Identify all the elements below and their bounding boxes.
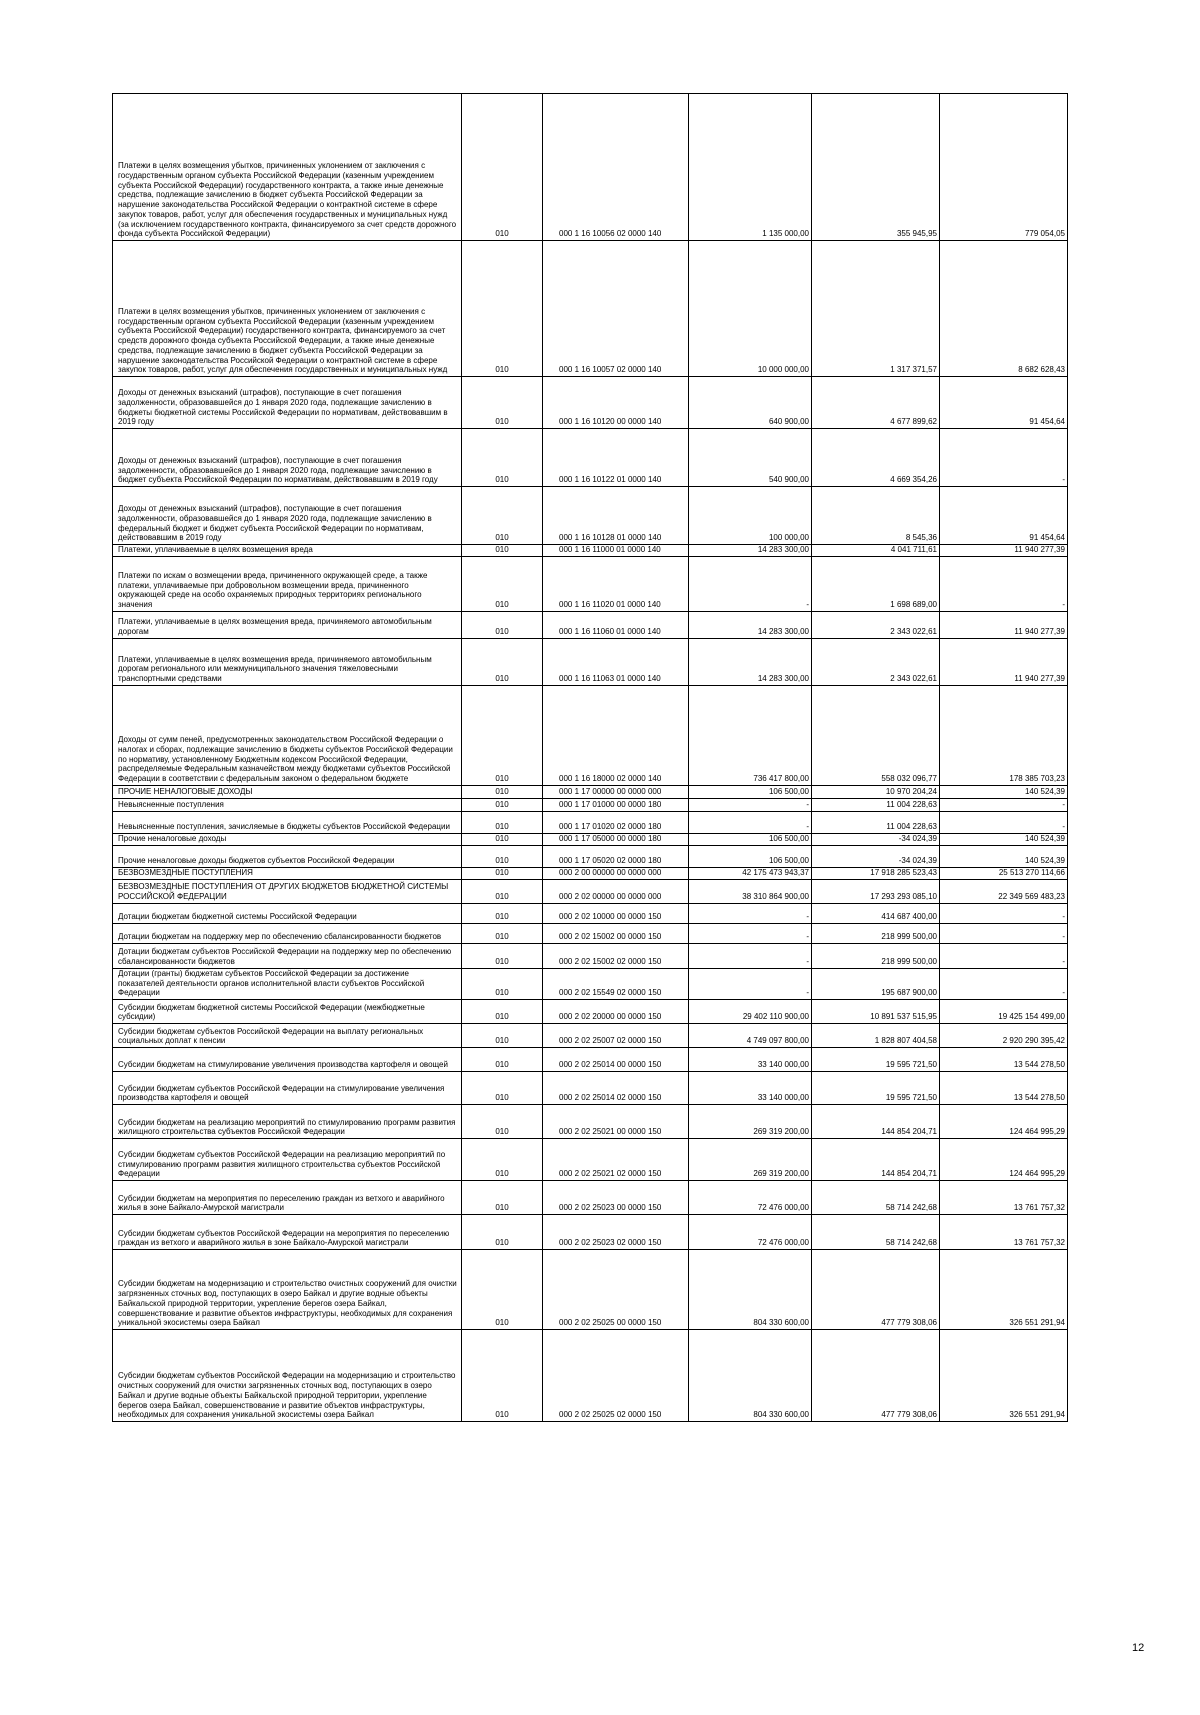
- table-row: [113, 556, 1068, 611]
- row-name-cell: [113, 833, 462, 845]
- row-remaining-amount: 25 513 270 114,66: [940, 867, 1068, 879]
- row-name: Платежи, уплачиваемые в целях возмещения вреда: [118, 545, 313, 554]
- row-executed-amount: 4 677 899,62: [812, 377, 940, 429]
- row-name: Субсидии бюджетам на стимулирование увеличения производства картофеля и овощей: [118, 1060, 448, 1070]
- row-name-cell: [113, 1139, 462, 1181]
- row-approved-amount: 14 283 300,00: [689, 545, 812, 557]
- row-approved-amount: 269 319 200,00: [689, 1105, 812, 1139]
- row-name: Дотации бюджетам субъектов Российской Федерации на поддержку мер по обеспечению сбалансированности бюджетов: [118, 947, 452, 966]
- row-approved-amount: 33 140 000,00: [689, 1048, 812, 1072]
- row-line-code: 010: [462, 867, 543, 879]
- row-line-code: 010: [462, 879, 543, 903]
- table-row: [113, 241, 1068, 377]
- table-row: [113, 685, 1068, 785]
- row-line-code: 010: [462, 903, 543, 923]
- row-remaining-amount: 13 544 278,50: [940, 1048, 1068, 1072]
- row-name: Платежи в целях возмещения убытков, причиненных уклонением от заключения с государственным органом субъекта Российской Федерации (казенным учреждением субъекта Российской Федерации) государственного контракта, а также иные денежные средства, подлежащие зачислению в бюджет субъекта Российской Федерации за нарушение законодательства Российской Федерации о контрактной системе в сфере закупок товаров, работ, услуг для обеспечения государственных и муниципальных нужд (за исключением государственного контракта, финансируемого за счет средств дорожного фонда субъекта Российской Федерации): [118, 161, 457, 239]
- table-row: [113, 487, 1068, 545]
- row-budget-code: 000 2 02 00000 00 0000 000: [543, 879, 689, 903]
- row-name-cell: [113, 487, 462, 545]
- row-name-cell: [113, 845, 462, 867]
- row-name-cell: [113, 1000, 462, 1024]
- row-approved-amount: 1 135 000,00: [689, 94, 812, 241]
- row-executed-amount: 19 595 721,50: [812, 1048, 940, 1072]
- row-approved-amount: 106 500,00: [689, 785, 812, 798]
- row-line-code: 010: [462, 785, 543, 798]
- row-line-code: 010: [462, 845, 543, 867]
- row-remaining-amount: -: [940, 811, 1068, 833]
- row-approved-amount: 42 175 473 943,37: [689, 867, 812, 879]
- row-executed-amount: 558 032 096,77: [812, 685, 940, 785]
- row-line-code: 010: [462, 487, 543, 545]
- row-budget-code: 000 1 16 11020 01 0000 140: [543, 556, 689, 611]
- row-executed-amount: 58 714 242,68: [812, 1215, 940, 1250]
- row-budget-code: 000 1 16 10056 02 0000 140: [543, 94, 689, 241]
- table-row: [113, 1215, 1068, 1250]
- row-name-cell: [113, 1048, 462, 1072]
- row-name: Доходы от сумм пеней, предусмотренных законодательством Российской Федерации о налогах и сборах, подлежащие зачислению в бюджеты субъектов Российской Федерации по нормативу, установленному Бюджетным кодексом Российской Федерации, распределяемые Федеральным казначейством между бюджетами субъектов Российской Федерации в соответствии с федеральным законом о федеральном бюджете: [118, 735, 453, 783]
- row-remaining-amount: 91 454,64: [940, 377, 1068, 429]
- table-row: [113, 879, 1068, 903]
- row-executed-amount: 58 714 242,68: [812, 1181, 940, 1215]
- row-approved-amount: 106 500,00: [689, 845, 812, 867]
- row-line-code: 010: [462, 1181, 543, 1215]
- row-executed-amount: 17 293 293 085,10: [812, 879, 940, 903]
- table-row: [113, 1181, 1068, 1215]
- row-name-cell: [113, 1250, 462, 1330]
- row-line-code: 010: [462, 556, 543, 611]
- row-name: Доходы от денежных взысканий (штрафов), поступающие в счет погашения задолженности, образовавшейся до 1 января 2020 года, подлежащие зачислению в бюджеты бюджетной системы Российской Федерации по нормативам, действовавшим в 2019 году: [118, 388, 448, 427]
- row-budget-code: 000 2 02 25025 02 0000 150: [543, 1330, 689, 1422]
- row-approved-amount: -: [689, 556, 812, 611]
- row-name: Прочие неналоговые доходы: [118, 834, 227, 843]
- row-budget-code: 000 2 02 10000 00 0000 150: [543, 903, 689, 923]
- table-row: [113, 811, 1068, 833]
- row-name: Платежи, уплачиваемые в целях возмещения вреда, причиняемого автомобильным дорогам регионального или межмуниципального значения тяжеловесными транспортными средствами: [118, 654, 432, 683]
- row-remaining-amount: -: [940, 903, 1068, 923]
- row-line-code: 010: [462, 943, 543, 968]
- row-executed-amount: 355 945,95: [812, 94, 940, 241]
- row-name: Невыясненные поступления, зачисляемые в бюджеты субъектов Российской Федерации: [118, 822, 450, 831]
- row-name-cell: [113, 685, 462, 785]
- row-line-code: 010: [462, 611, 543, 638]
- row-budget-code: 000 2 02 15002 02 0000 150: [543, 943, 689, 968]
- row-budget-code: 000 1 16 10120 00 0000 140: [543, 377, 689, 429]
- table-row: [113, 1105, 1068, 1139]
- row-remaining-amount: 13 761 757,32: [940, 1215, 1068, 1250]
- row-budget-code: 000 2 02 25014 00 0000 150: [543, 1048, 689, 1072]
- row-budget-code: 000 1 17 05020 02 0000 180: [543, 845, 689, 867]
- row-name: Прочие неналоговые доходы бюджетов субъектов Российской Федерации: [118, 856, 395, 865]
- row-name-cell: [113, 903, 462, 923]
- row-remaining-amount: 140 524,39: [940, 833, 1068, 845]
- row-budget-code: 000 2 02 25025 00 0000 150: [543, 1250, 689, 1330]
- row-remaining-amount: -: [940, 798, 1068, 811]
- row-executed-amount: 4 669 354,26: [812, 429, 940, 487]
- row-name-cell: [113, 556, 462, 611]
- row-budget-code: 000 2 02 25023 02 0000 150: [543, 1215, 689, 1250]
- table-row: [113, 785, 1068, 798]
- row-line-code: 010: [462, 545, 543, 557]
- row-name-cell: [113, 1105, 462, 1139]
- row-line-code: 010: [462, 429, 543, 487]
- row-executed-amount: 17 918 285 523,43: [812, 867, 940, 879]
- row-line-code: 010: [462, 1024, 543, 1048]
- row-budget-code: 000 1 17 00000 00 0000 000: [543, 785, 689, 798]
- row-approved-amount: -: [689, 811, 812, 833]
- row-budget-code: 000 2 02 25007 02 0000 150: [543, 1024, 689, 1048]
- row-approved-amount: 14 283 300,00: [689, 638, 812, 685]
- row-approved-amount: -: [689, 968, 812, 999]
- table-row: [113, 798, 1068, 811]
- row-name: Субсидии бюджетам субъектов Российской Федерации на стимулирование увеличения производства картофеля и овощей: [118, 1083, 445, 1103]
- row-budget-code: 000 2 02 25021 00 0000 150: [543, 1105, 689, 1139]
- row-name-cell: [113, 638, 462, 685]
- row-name-cell: [113, 811, 462, 833]
- row-remaining-amount: 178 385 703,23: [940, 685, 1068, 785]
- row-budget-code: 000 2 02 25023 00 0000 150: [543, 1181, 689, 1215]
- row-name: БЕЗВОЗМЕЗДНЫЕ ПОСТУПЛЕНИЯ ОТ ДРУГИХ БЮДЖЕТОВ БЮДЖЕТНОЙ СИСТЕМЫ РОССИЙСКОЙ ФЕДЕРАЦИИ: [118, 882, 449, 901]
- row-executed-amount: 2 343 022,61: [812, 638, 940, 685]
- row-executed-amount: 1 828 807 404,58: [812, 1024, 940, 1048]
- table-row: [113, 903, 1068, 923]
- row-budget-code: 000 2 02 25021 02 0000 150: [543, 1139, 689, 1181]
- table-row: [113, 1139, 1068, 1181]
- row-line-code: 010: [462, 1000, 543, 1024]
- row-approved-amount: 106 500,00: [689, 833, 812, 845]
- row-name-cell: [113, 1330, 462, 1422]
- row-name: БЕЗВОЗМЕЗДНЫЕ ПОСТУПЛЕНИЯ: [118, 868, 253, 877]
- row-line-code: 010: [462, 1105, 543, 1139]
- row-approved-amount: 736 417 800,00: [689, 685, 812, 785]
- row-executed-amount: 218 999 500,00: [812, 943, 940, 968]
- row-executed-amount: 1 698 689,00: [812, 556, 940, 611]
- row-line-code: 010: [462, 1139, 543, 1181]
- row-name: Платежи, уплачиваемые в целях возмещения вреда, причиняемого автомобильным дорогам: [118, 617, 432, 636]
- row-line-code: 010: [462, 968, 543, 999]
- row-budget-code: 000 1 17 05000 00 0000 180: [543, 833, 689, 845]
- table-row: [113, 638, 1068, 685]
- row-executed-amount: -34 024,39: [812, 833, 940, 845]
- row-remaining-amount: 2 920 290 395,42: [940, 1024, 1068, 1048]
- table-row: [113, 845, 1068, 867]
- row-line-code: 010: [462, 1072, 543, 1105]
- table-row: [113, 545, 1068, 557]
- row-executed-amount: 414 687 400,00: [812, 903, 940, 923]
- row-remaining-amount: -: [940, 556, 1068, 611]
- row-executed-amount: 1 317 371,57: [812, 241, 940, 377]
- row-approved-amount: 38 310 864 900,00: [689, 879, 812, 903]
- row-executed-amount: 144 854 204,71: [812, 1139, 940, 1181]
- row-name: ПРОЧИЕ НЕНАЛОГОВЫЕ ДОХОДЫ: [118, 787, 253, 796]
- row-approved-amount: 100 000,00: [689, 487, 812, 545]
- row-remaining-amount: 11 940 277,39: [940, 545, 1068, 557]
- row-approved-amount: -: [689, 923, 812, 943]
- row-executed-amount: 19 595 721,50: [812, 1072, 940, 1105]
- page-number: 12: [1132, 1642, 1145, 1654]
- row-name-cell: [113, 611, 462, 638]
- row-approved-amount: 4 749 097 800,00: [689, 1024, 812, 1048]
- row-name-cell: [113, 429, 462, 487]
- row-name: Платежи по искам о возмещении вреда, причиненного окружающей среде, а также платежи, уплачиваемые при добровольном возмещении вреда, причиненного окружающей среде на особо охраняемых природных территориях регионального значения: [118, 570, 428, 609]
- row-executed-amount: 10 891 537 515,95: [812, 1000, 940, 1024]
- budget-execution-table: [112, 93, 1068, 1422]
- table-row: [113, 1072, 1068, 1105]
- row-line-code: 010: [462, 923, 543, 943]
- row-budget-code: 000 1 17 01000 00 0000 180: [543, 798, 689, 811]
- row-name-cell: [113, 867, 462, 879]
- row-remaining-amount: 140 524,39: [940, 785, 1068, 798]
- row-name: Субсидии бюджетам субъектов Российской Федерации на выплату региональных социальных доплат к пенсии: [118, 1026, 424, 1046]
- row-name-cell: [113, 241, 462, 377]
- table-row: [113, 429, 1068, 487]
- row-budget-code: 000 1 16 11063 01 0000 140: [543, 638, 689, 685]
- row-line-code: 010: [462, 1048, 543, 1072]
- table-row: [113, 1048, 1068, 1072]
- row-approved-amount: 804 330 600,00: [689, 1250, 812, 1330]
- row-approved-amount: 540 900,00: [689, 429, 812, 487]
- row-executed-amount: 477 779 308,06: [812, 1250, 940, 1330]
- row-approved-amount: -: [689, 798, 812, 811]
- row-approved-amount: 29 402 110 900,00: [689, 1000, 812, 1024]
- row-line-code: 010: [462, 685, 543, 785]
- row-executed-amount: 11 004 228,63: [812, 811, 940, 833]
- row-line-code: 010: [462, 94, 543, 241]
- row-name-cell: [113, 1181, 462, 1215]
- row-remaining-amount: 326 551 291,94: [940, 1250, 1068, 1330]
- table-row: [113, 943, 1068, 968]
- row-budget-code: 000 1 17 01020 02 0000 180: [543, 811, 689, 833]
- row-executed-amount: 11 004 228,63: [812, 798, 940, 811]
- row-executed-amount: 195 687 900,00: [812, 968, 940, 999]
- row-remaining-amount: 22 349 569 483,23: [940, 879, 1068, 903]
- table-row: [113, 968, 1068, 999]
- row-name: Субсидии бюджетам субъектов Российской Федерации на мероприятия по переселению граждан из ветхого и аварийного жилья в зоне Байкало-Амурской магистрали: [118, 1228, 450, 1248]
- row-name: Субсидии бюджетам на мероприятия по переселению граждан из ветхого и аварийного жилья в зоне Байкало-Амурской магистрали: [118, 1193, 445, 1213]
- row-name-cell: [113, 785, 462, 798]
- row-executed-amount: 218 999 500,00: [812, 923, 940, 943]
- row-budget-code: 000 2 02 15549 02 0000 150: [543, 968, 689, 999]
- row-name: Субсидии бюджетам бюджетной системы Российской Федерации (межбюджетные субсидии): [118, 1002, 425, 1022]
- row-remaining-amount: -: [940, 968, 1068, 999]
- row-name: Доходы от денежных взысканий (штрафов), поступающие в счет погашения задолженности, образовавшейся до 1 января 2020 года, подлежащие зачислению в федеральный бюджет и бюджет субъекта Российской Федерации по нормативам, действовавшим в 2019 году: [118, 504, 432, 543]
- row-remaining-amount: 140 524,39: [940, 845, 1068, 867]
- row-executed-amount: 2 343 022,61: [812, 611, 940, 638]
- row-approved-amount: 72 476 000,00: [689, 1181, 812, 1215]
- row-budget-code: 000 1 16 11060 01 0000 140: [543, 611, 689, 638]
- row-name-cell: [113, 923, 462, 943]
- row-approved-amount: -: [689, 943, 812, 968]
- row-name: Субсидии бюджетам субъектов Российской Федерации на реализацию мероприятий по стимулированию программ развития жилищного строительства субъектов Российской Федерации: [118, 1149, 446, 1179]
- row-remaining-amount: 326 551 291,94: [940, 1330, 1068, 1422]
- row-approved-amount: 269 319 200,00: [689, 1139, 812, 1181]
- row-approved-amount: 33 140 000,00: [689, 1072, 812, 1105]
- row-executed-amount: 477 779 308,06: [812, 1330, 940, 1422]
- row-name-cell: [113, 1024, 462, 1048]
- row-remaining-amount: 11 940 277,39: [940, 638, 1068, 685]
- row-name: Субсидии бюджетам субъектов Российской Федерации на модернизацию и строительство очистных сооружений для очистки загрязненных сточных вод, поступающих в озеро Байкал и другие водные объекты Байкальской природной территории, укрепление берегов озера Байкал, совершенствование и развитие объектов инфраструктуры, необходимых для сохранения уникальной экосистемы озера Байкал: [118, 1371, 456, 1420]
- row-approved-amount: 804 330 600,00: [689, 1330, 812, 1422]
- row-budget-code: 000 2 02 25014 02 0000 150: [543, 1072, 689, 1105]
- row-remaining-amount: 13 761 757,32: [940, 1181, 1068, 1215]
- row-budget-code: 000 1 16 10122 01 0000 140: [543, 429, 689, 487]
- row-name-cell: [113, 943, 462, 968]
- row-executed-amount: 144 854 204,71: [812, 1105, 940, 1139]
- row-budget-code: 000 1 16 10057 02 0000 140: [543, 241, 689, 377]
- row-approved-amount: 72 476 000,00: [689, 1215, 812, 1250]
- row-name: Дотации бюджетам бюджетной системы Российской Федерации: [118, 912, 357, 921]
- row-name: Субсидии бюджетам на реализацию мероприятий по стимулированию программ развития жилищного строительства субъектов Российской Федерации: [118, 1117, 456, 1137]
- row-line-code: 010: [462, 1250, 543, 1330]
- row-budget-code: 000 1 16 18000 02 0000 140: [543, 685, 689, 785]
- row-remaining-amount: 19 425 154 499,00: [940, 1000, 1068, 1024]
- table-row: [113, 833, 1068, 845]
- row-remaining-amount: -: [940, 943, 1068, 968]
- row-budget-code: 000 2 00 00000 00 0000 000: [543, 867, 689, 879]
- row-remaining-amount: 13 544 278,50: [940, 1072, 1068, 1105]
- row-name-cell: [113, 377, 462, 429]
- row-remaining-amount: 8 682 628,43: [940, 241, 1068, 377]
- row-approved-amount: 640 900,00: [689, 377, 812, 429]
- row-executed-amount: 4 041 711,61: [812, 545, 940, 557]
- row-line-code: 010: [462, 1330, 543, 1422]
- row-line-code: 010: [462, 1215, 543, 1250]
- row-name-cell: [113, 798, 462, 811]
- table-row: [113, 1024, 1068, 1048]
- table-row: [113, 867, 1068, 879]
- table-row: [113, 1330, 1068, 1422]
- table-body: [113, 94, 1068, 1422]
- table-row: [113, 1000, 1068, 1024]
- row-remaining-amount: -: [940, 923, 1068, 943]
- row-name-cell: [113, 1215, 462, 1250]
- row-line-code: 010: [462, 377, 543, 429]
- table-row: [113, 611, 1068, 638]
- row-budget-code: 000 2 02 20000 00 0000 150: [543, 1000, 689, 1024]
- row-executed-amount: 8 545,36: [812, 487, 940, 545]
- row-remaining-amount: -: [940, 429, 1068, 487]
- row-name: Дотации (гранты) бюджетам субъектов Российской Федерации за достижение показателей деятельности органов исполнительной власти субъектов Российской Федерации: [118, 968, 425, 998]
- row-line-code: 010: [462, 811, 543, 833]
- row-name-cell: [113, 94, 462, 241]
- row-remaining-amount: 124 464 995,29: [940, 1139, 1068, 1181]
- row-remaining-amount: 11 940 277,39: [940, 611, 1068, 638]
- row-line-code: 010: [462, 833, 543, 845]
- table-row: [113, 94, 1068, 241]
- table-row: [113, 923, 1068, 943]
- row-remaining-amount: 779 054,05: [940, 94, 1068, 241]
- row-budget-code: 000 2 02 15002 00 0000 150: [543, 923, 689, 943]
- row-name: Субсидии бюджетам на модернизацию и строительство очистных сооружений для очистки загрязненных сточных вод, поступающих в озеро Байкал и другие водные объекты Байкальской природной территории, укрепление берегов озера Байкал, совершенствование и развитие объектов инфраструктуры, необходимых для сохранения уникальной экосистемы озера Байкал: [118, 1279, 457, 1328]
- row-name-cell: [113, 1072, 462, 1105]
- row-line-code: 010: [462, 798, 543, 811]
- row-remaining-amount: 124 464 995,29: [940, 1105, 1068, 1139]
- row-name: Платежи в целях возмещения убытков, причиненных уклонением от заключения с государственным органом субъекта Российской Федерации (казенным учреждением субъекта Российской Федерации) государственного контракта, финансируемого за счет средств дорожного фонда субъекта Российской Федерации, а также иные денежные средства, подлежащие зачислению в бюджет субъекта Российской Федерации за нарушение законодательства Российской Федерации о контрактной системе в сфере закупок товаров, работ, услуг для обеспечения государственных и муниципальных нужд: [118, 306, 448, 375]
- row-approved-amount: 10 000 000,00: [689, 241, 812, 377]
- table-row: [113, 377, 1068, 429]
- row-name: Невыясненные поступления: [118, 800, 224, 809]
- row-executed-amount: -34 024,39: [812, 845, 940, 867]
- row-budget-code: 000 1 16 10128 01 0000 140: [543, 487, 689, 545]
- row-approved-amount: -: [689, 903, 812, 923]
- row-budget-code: 000 1 16 11000 01 0000 140: [543, 545, 689, 557]
- row-name-cell: [113, 545, 462, 557]
- row-name: Доходы от денежных взысканий (штрафов), поступающие в счет погашения задолженности, образовавшейся до 1 января 2020 года, подлежащие зачислению в бюджет субъекта Российской Федерации по нормативам, действовавшим в 2019 году: [118, 455, 438, 485]
- table-row: [113, 1250, 1068, 1330]
- row-line-code: 010: [462, 638, 543, 685]
- row-name-cell: [113, 879, 462, 903]
- row-name: Дотации бюджетам на поддержку мер по обеспечению сбалансированности бюджетов: [118, 932, 442, 941]
- row-name-cell: [113, 968, 462, 999]
- row-approved-amount: 14 283 300,00: [689, 611, 812, 638]
- row-executed-amount: 10 970 204,24: [812, 785, 940, 798]
- row-line-code: 010: [462, 241, 543, 377]
- row-remaining-amount: 91 454,64: [940, 487, 1068, 545]
